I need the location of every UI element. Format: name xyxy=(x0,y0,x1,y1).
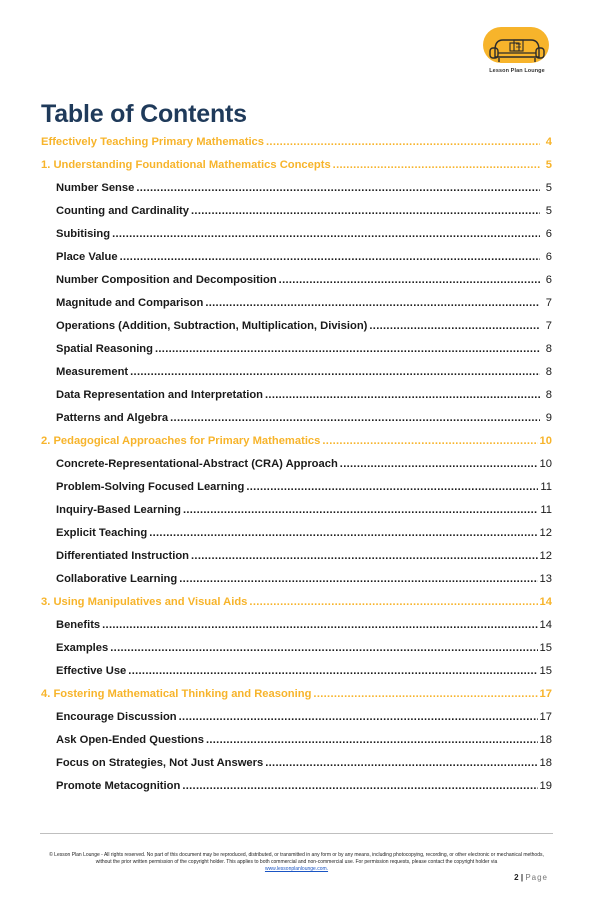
toc-dot-leader xyxy=(136,177,540,200)
toc-subsection-entry[interactable] xyxy=(41,729,552,752)
toc-section-entry[interactable] xyxy=(41,154,552,177)
toc-entry-page: 8 xyxy=(545,389,552,401)
toc-entry-page: 15 xyxy=(539,665,552,677)
toc-subsection-entry[interactable] xyxy=(41,200,552,223)
toc-entry-page: 10 xyxy=(539,458,552,470)
toc-dot-leader xyxy=(206,729,538,752)
toc-dot-leader xyxy=(249,591,537,614)
toc-subsection-entry[interactable] xyxy=(41,568,552,591)
toc-entry-label: Collaborative Learning xyxy=(56,573,178,585)
toc-subsection-entry[interactable] xyxy=(41,706,552,729)
toc-entry-page: 5 xyxy=(545,159,552,171)
toc-subsection-entry[interactable] xyxy=(41,407,552,430)
toc-dot-leader xyxy=(155,338,540,361)
page-number-value: 2 xyxy=(514,873,519,882)
toc-subsection-entry[interactable] xyxy=(41,223,552,246)
toc-dot-leader xyxy=(182,775,537,798)
toc-entry-page: 4 xyxy=(545,136,552,148)
toc-dot-leader xyxy=(102,614,537,637)
toc-entry-label: Effectively Teaching Primary Mathematics xyxy=(41,136,265,148)
toc-dot-leader xyxy=(112,223,540,246)
toc-entry-page: 11 xyxy=(540,504,552,516)
toc-subsection-entry[interactable] xyxy=(41,637,552,660)
toc-entry-page: 11 xyxy=(540,481,552,493)
toc-entry-page: 12 xyxy=(539,550,552,562)
toc-entry-label: 4. Fostering Mathematical Thinking and Reasoning xyxy=(41,688,312,700)
toc-section-entry[interactable] xyxy=(41,430,552,453)
toc-subsection-entry[interactable] xyxy=(41,453,552,476)
toc-entry-label: Patterns and Algebra xyxy=(56,412,169,424)
toc-entry-label: Counting and Cardinality xyxy=(56,205,190,217)
toc-section-entry[interactable] xyxy=(41,131,552,154)
brand-logo xyxy=(481,24,553,78)
toc-entry-label: Problem-Solving Focused Learning xyxy=(56,481,245,493)
toc-dot-leader xyxy=(205,292,540,315)
toc-entry-page: 8 xyxy=(545,343,552,355)
toc-entry-label: Place Value xyxy=(56,251,118,263)
toc-entry-page: 6 xyxy=(545,251,552,263)
website-link[interactable]: www.lessonplanlounge.com. xyxy=(264,866,329,872)
toc-entry-label: Differentiated Instruction xyxy=(56,550,190,562)
table-of-contents xyxy=(41,131,552,798)
toc-dot-leader xyxy=(246,476,538,499)
toc-dot-leader xyxy=(110,637,537,660)
toc-entry-label: 1. Understanding Foundational Mathematics Concepts xyxy=(41,159,331,171)
toc-entry-label: 3. Using Manipulatives and Visual Aids xyxy=(41,596,248,608)
toc-entry-label: 2. Pedagogical Approaches for Primary Mathematics xyxy=(41,435,321,447)
copyright-notice: © Lesson Plan Lounge - All rights reserved. No part of this document may be reproduced, distributed, or transmitted in any form or by any means, including photocopying, recording, or other electronic or mechanical methods, without the prior written permission of the copyright holder. This applies to both commercial and non-commercial use. For permission requests, please contact the copyright holder via xyxy=(49,852,544,865)
footer-divider xyxy=(40,833,553,834)
toc-entry-page: 17 xyxy=(539,688,552,700)
toc-subsection-entry[interactable] xyxy=(41,545,552,568)
toc-entry-label: Benefits xyxy=(56,619,101,631)
toc-dot-leader xyxy=(265,384,540,407)
toc-subsection-entry[interactable] xyxy=(41,269,552,292)
toc-entry-page: 6 xyxy=(545,274,552,286)
toc-entry-page: 9 xyxy=(545,412,552,424)
toc-subsection-entry[interactable] xyxy=(41,614,552,637)
toc-dot-leader xyxy=(191,545,538,568)
toc-entry-label: Number Composition and Decomposition xyxy=(56,274,277,286)
toc-dot-leader xyxy=(313,683,537,706)
toc-subsection-entry[interactable] xyxy=(41,246,552,269)
toc-subsection-entry[interactable] xyxy=(41,177,552,200)
toc-entry-label: Operations (Addition, Subtraction, Multiplication, Division) xyxy=(56,320,368,332)
toc-entry-label: Data Representation and Interpretation xyxy=(56,389,264,401)
toc-dot-leader xyxy=(369,315,540,338)
toc-dot-leader xyxy=(149,522,537,545)
toc-entry-label: Explicit Teaching xyxy=(56,527,148,539)
toc-entry-label: Concrete-Representational-Abstract (CRA) Approach xyxy=(56,458,338,470)
toc-subsection-entry[interactable] xyxy=(41,522,552,545)
toc-entry-label: Measurement xyxy=(56,366,129,378)
toc-entry-page: 18 xyxy=(539,757,552,769)
toc-entry-label: Ask Open-Ended Questions xyxy=(56,734,204,746)
toc-subsection-entry[interactable] xyxy=(41,752,552,775)
toc-subsection-entry[interactable] xyxy=(41,338,552,361)
toc-subsection-entry[interactable] xyxy=(41,660,552,683)
toc-dot-leader xyxy=(128,660,537,683)
toc-subsection-entry[interactable] xyxy=(41,775,552,798)
brand-name: Lesson Plan Lounge xyxy=(489,68,545,74)
toc-entry-page: 19 xyxy=(539,780,552,792)
toc-entry-page: 14 xyxy=(539,619,552,631)
toc-subsection-entry[interactable] xyxy=(41,315,552,338)
toc-entry-label: Examples xyxy=(56,642,109,654)
page-number-separator: | xyxy=(520,873,524,882)
toc-dot-leader xyxy=(340,453,538,476)
toc-dot-leader xyxy=(120,246,540,269)
toc-entry-label: Encourage Discussion xyxy=(56,711,177,723)
sofa-logo-icon xyxy=(481,24,553,68)
toc-dot-leader xyxy=(170,407,540,430)
toc-dot-leader xyxy=(191,200,540,223)
toc-entry-page: 7 xyxy=(545,297,552,309)
toc-entry-page: 8 xyxy=(545,366,552,378)
toc-entry-label: Magnitude and Comparison xyxy=(56,297,204,309)
toc-entry-label: Number Sense xyxy=(56,182,135,194)
toc-entry-page: 10 xyxy=(539,435,552,447)
toc-dot-leader xyxy=(333,154,540,177)
page-number xyxy=(514,873,548,882)
toc-subsection-entry[interactable] xyxy=(41,384,552,407)
toc-entry-label: Focus on Strategies, Not Just Answers xyxy=(56,757,264,769)
toc-dot-leader xyxy=(266,131,540,154)
toc-entry-page: 15 xyxy=(539,642,552,654)
toc-entry-label: Inquiry-Based Learning xyxy=(56,504,181,516)
toc-entry-page: 12 xyxy=(539,527,552,539)
page-title: Table of Contents xyxy=(41,100,247,128)
toc-entry-label: Subitising xyxy=(56,228,111,240)
toc-subsection-entry[interactable] xyxy=(41,361,552,384)
toc-entry-page: 7 xyxy=(545,320,552,332)
toc-dot-leader xyxy=(179,568,537,591)
toc-entry-page: 13 xyxy=(539,573,552,585)
toc-dot-leader xyxy=(279,269,540,292)
toc-subsection-entry[interactable] xyxy=(41,476,552,499)
toc-dot-leader xyxy=(322,430,537,453)
toc-entry-label: Spatial Reasoning xyxy=(56,343,153,355)
toc-section-entry[interactable] xyxy=(41,591,552,614)
toc-entry-label: Promote Metacognition xyxy=(56,780,181,792)
toc-entry-label: Effective Use xyxy=(56,665,127,677)
toc-subsection-entry[interactable] xyxy=(41,292,552,315)
toc-entry-page: 14 xyxy=(539,596,552,608)
page-word: Page xyxy=(525,873,548,882)
toc-entry-page: 5 xyxy=(545,182,552,194)
toc-entry-page: 18 xyxy=(539,734,552,746)
toc-dot-leader xyxy=(130,361,540,384)
toc-dot-leader xyxy=(265,752,537,775)
toc-dot-leader xyxy=(183,499,538,522)
toc-entry-page: 6 xyxy=(545,228,552,240)
toc-entry-page: 17 xyxy=(539,711,552,723)
toc-section-entry[interactable] xyxy=(41,683,552,706)
toc-dot-leader xyxy=(179,706,538,729)
toc-subsection-entry[interactable] xyxy=(41,499,552,522)
toc-entry-page: 5 xyxy=(545,205,552,217)
